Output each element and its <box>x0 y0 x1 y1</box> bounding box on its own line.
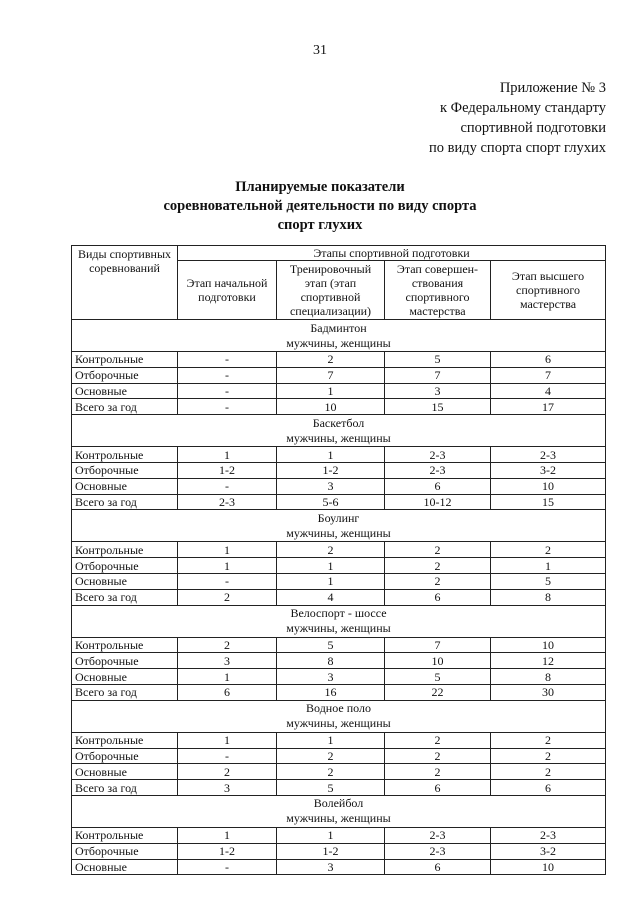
value-cell: 5-6 <box>277 494 385 510</box>
value-cell: 12 <box>491 653 606 669</box>
title-line: Планируемые показатели <box>235 179 405 195</box>
value-cell: 3 <box>385 383 491 399</box>
value-cell: 1 <box>277 558 385 574</box>
value-cell: 6 <box>385 478 491 494</box>
value-cell: 1 <box>277 732 385 748</box>
value-cell: 3 <box>277 478 385 494</box>
value-cell: - <box>178 352 277 368</box>
competition-type-cell: Основные <box>72 383 178 399</box>
sport-group-row <box>72 415 606 447</box>
sport-name: Баскетбол <box>312 415 365 430</box>
document-title <box>0 178 640 235</box>
value-cell: 10 <box>491 478 606 494</box>
value-cell: 6 <box>178 684 277 700</box>
table-row <box>72 399 606 415</box>
sport-group-row <box>72 320 606 352</box>
value-cell: 2 <box>178 637 277 653</box>
competition-type-cell: Отборочные <box>72 558 178 574</box>
header-stages-title: Этапы спортивной подготовки <box>178 246 606 261</box>
sport-name: Водное поло <box>306 701 371 716</box>
competition-type-cell: Отборочные <box>72 367 178 383</box>
table-row <box>72 843 606 859</box>
value-cell: 5 <box>385 352 491 368</box>
value-cell: 2 <box>178 589 277 605</box>
appendix-line: по виду спорта спорт глухих <box>429 140 606 156</box>
sport-gender: мужчины, женщины <box>286 430 391 445</box>
value-cell: 1-2 <box>178 462 277 478</box>
value-cell: 4 <box>491 383 606 399</box>
table-row <box>72 367 606 383</box>
page-number: 31 <box>313 43 327 58</box>
value-cell: 10 <box>277 399 385 415</box>
competition-type-cell: Всего за год <box>72 684 178 700</box>
value-cell: 6 <box>385 589 491 605</box>
value-cell: 7 <box>385 637 491 653</box>
sport-gender: мужчины, женщины <box>286 525 391 540</box>
value-cell: 10 <box>491 637 606 653</box>
competition-type-cell: Контрольные <box>72 637 178 653</box>
table-row <box>72 684 606 700</box>
value-cell: 2 <box>385 558 491 574</box>
competition-type-cell: Всего за год <box>72 589 178 605</box>
value-cell: 7 <box>385 367 491 383</box>
value-cell: 10 <box>491 859 606 875</box>
value-cell: 8 <box>491 589 606 605</box>
competition-type-cell: Основные <box>72 478 178 494</box>
sport-gender: мужчины, женщины <box>286 811 391 826</box>
appendix-line: Приложение № 3 <box>499 80 606 96</box>
value-cell: 3 <box>277 669 385 685</box>
sport-gender: мужчины, женщины <box>286 716 391 731</box>
competition-type-cell: Отборочные <box>72 462 178 478</box>
value-cell: 2 <box>491 732 606 748</box>
value-cell: 1-2 <box>277 843 385 859</box>
value-cell: 2 <box>491 748 606 764</box>
value-cell: - <box>178 367 277 383</box>
value-cell: 2 <box>277 748 385 764</box>
value-cell: 1 <box>491 558 606 574</box>
competition-type-cell: Контрольные <box>72 542 178 558</box>
value-cell: 5 <box>385 669 491 685</box>
table-row <box>72 462 606 478</box>
table-row <box>72 494 606 510</box>
header-stage: Этап высшего спортивного мастерства <box>491 261 606 320</box>
appendix-caption <box>429 78 606 158</box>
table-row <box>72 859 606 875</box>
value-cell: 2 <box>277 352 385 368</box>
header-stage: Этап совершен-ствования спортивного мастерства <box>385 261 491 320</box>
table-row <box>72 780 606 796</box>
value-cell: 8 <box>277 653 385 669</box>
value-cell: 2-3 <box>178 494 277 510</box>
value-cell: 2 <box>385 764 491 780</box>
header-stage: Тренировочный этап (этап спортивной специализации) <box>277 261 385 320</box>
value-cell: 6 <box>491 780 606 796</box>
value-cell: 7 <box>491 367 606 383</box>
sport-group-header <box>72 510 606 542</box>
value-cell: 2 <box>277 542 385 558</box>
competition-type-cell: Всего за год <box>72 780 178 796</box>
competition-type-cell: Основные <box>72 859 178 875</box>
value-cell: 2 <box>277 764 385 780</box>
sport-group-header <box>72 795 606 827</box>
title-line: спорт глухих <box>277 217 363 233</box>
value-cell: 1 <box>178 558 277 574</box>
value-cell: 2-3 <box>385 462 491 478</box>
value-cell: 4 <box>277 589 385 605</box>
value-cell: 1-2 <box>178 843 277 859</box>
value-cell: - <box>178 399 277 415</box>
competition-type-cell: Контрольные <box>72 827 178 843</box>
sport-name: Велоспорт - шоссе <box>290 606 387 621</box>
value-cell: 2 <box>385 732 491 748</box>
value-cell: 2 <box>385 573 491 589</box>
title-line: соревновательной деятельности по виду спорта <box>163 198 477 214</box>
value-cell: - <box>178 859 277 875</box>
table-header <box>72 246 606 320</box>
value-cell: 3-2 <box>491 462 606 478</box>
sport-name: Волейбол <box>313 796 364 811</box>
value-cell: 1 <box>277 383 385 399</box>
sport-group-row <box>72 795 606 827</box>
value-cell: - <box>178 573 277 589</box>
table-row <box>72 352 606 368</box>
value-cell: 2-3 <box>491 827 606 843</box>
sport-gender: мужчины, женщины <box>286 335 391 350</box>
value-cell: 30 <box>491 684 606 700</box>
table-row <box>72 637 606 653</box>
sport-group-header <box>72 320 606 352</box>
table-body <box>72 320 606 875</box>
value-cell: 3-2 <box>491 843 606 859</box>
value-cell: 1 <box>277 573 385 589</box>
table-row <box>72 589 606 605</box>
competition-type-cell: Контрольные <box>72 732 178 748</box>
value-cell: 2 <box>178 764 277 780</box>
table-row <box>72 764 606 780</box>
sport-name: Бадминтон <box>310 320 367 335</box>
value-cell: - <box>178 383 277 399</box>
table-row <box>72 558 606 574</box>
value-cell: 2 <box>385 542 491 558</box>
table-row <box>72 748 606 764</box>
competition-type-cell: Контрольные <box>72 352 178 368</box>
value-cell: 3 <box>277 859 385 875</box>
value-cell: 17 <box>491 399 606 415</box>
value-cell: 3 <box>178 780 277 796</box>
value-cell: 1-2 <box>277 462 385 478</box>
competition-type-cell: Всего за год <box>72 494 178 510</box>
value-cell: 2-3 <box>385 827 491 843</box>
table-row <box>72 478 606 494</box>
value-cell: 10 <box>385 653 491 669</box>
value-cell: 5 <box>491 573 606 589</box>
competition-type-cell: Основные <box>72 669 178 685</box>
value-cell: 16 <box>277 684 385 700</box>
value-cell: 6 <box>385 859 491 875</box>
table-row <box>72 573 606 589</box>
competition-type-cell: Основные <box>72 764 178 780</box>
value-cell: 15 <box>385 399 491 415</box>
value-cell: - <box>178 748 277 764</box>
value-cell: 1 <box>178 732 277 748</box>
sport-group-row <box>72 510 606 542</box>
value-cell: 2-3 <box>385 447 491 463</box>
value-cell: 3 <box>178 653 277 669</box>
value-cell: 1 <box>277 827 385 843</box>
value-cell: 6 <box>385 780 491 796</box>
table-row <box>72 542 606 558</box>
competition-type-cell: Отборочные <box>72 653 178 669</box>
value-cell: 1 <box>178 827 277 843</box>
competition-type-cell: Основные <box>72 573 178 589</box>
sport-group-header <box>72 700 606 732</box>
competition-table <box>71 245 606 875</box>
value-cell: - <box>178 478 277 494</box>
value-cell: 2 <box>385 748 491 764</box>
appendix-line: спортивной подготовки <box>460 120 606 136</box>
competition-type-cell: Отборочные <box>72 748 178 764</box>
value-cell: 22 <box>385 684 491 700</box>
value-cell: 2-3 <box>491 447 606 463</box>
value-cell: 1 <box>178 447 277 463</box>
value-cell: 1 <box>178 669 277 685</box>
value-cell: 15 <box>491 494 606 510</box>
competition-type-cell: Контрольные <box>72 447 178 463</box>
value-cell: 2 <box>491 542 606 558</box>
value-cell: 2-3 <box>385 843 491 859</box>
table-row <box>72 732 606 748</box>
table-row <box>72 669 606 685</box>
competition-type-cell: Всего за год <box>72 399 178 415</box>
header-competition-types: Виды спортивных соревнований <box>72 246 178 320</box>
value-cell: 5 <box>277 780 385 796</box>
sport-group-header <box>72 605 606 637</box>
table-row <box>72 383 606 399</box>
value-cell: 6 <box>491 352 606 368</box>
value-cell: 1 <box>277 447 385 463</box>
value-cell: 10-12 <box>385 494 491 510</box>
header-stage: Этап начальной подготовки <box>178 261 277 320</box>
competition-type-cell: Отборочные <box>72 843 178 859</box>
sport-group-row <box>72 605 606 637</box>
sport-group-row <box>72 700 606 732</box>
table-row <box>72 827 606 843</box>
value-cell: 5 <box>277 637 385 653</box>
appendix-line: к Федеральному стандарту <box>439 100 606 116</box>
sport-group-header <box>72 415 606 447</box>
sport-gender: мужчины, женщины <box>286 621 391 636</box>
value-cell: 7 <box>277 367 385 383</box>
sport-name: Боулинг <box>317 510 360 525</box>
value-cell: 1 <box>178 542 277 558</box>
value-cell: 2 <box>491 764 606 780</box>
table-row <box>72 447 606 463</box>
value-cell: 8 <box>491 669 606 685</box>
table-row <box>72 653 606 669</box>
